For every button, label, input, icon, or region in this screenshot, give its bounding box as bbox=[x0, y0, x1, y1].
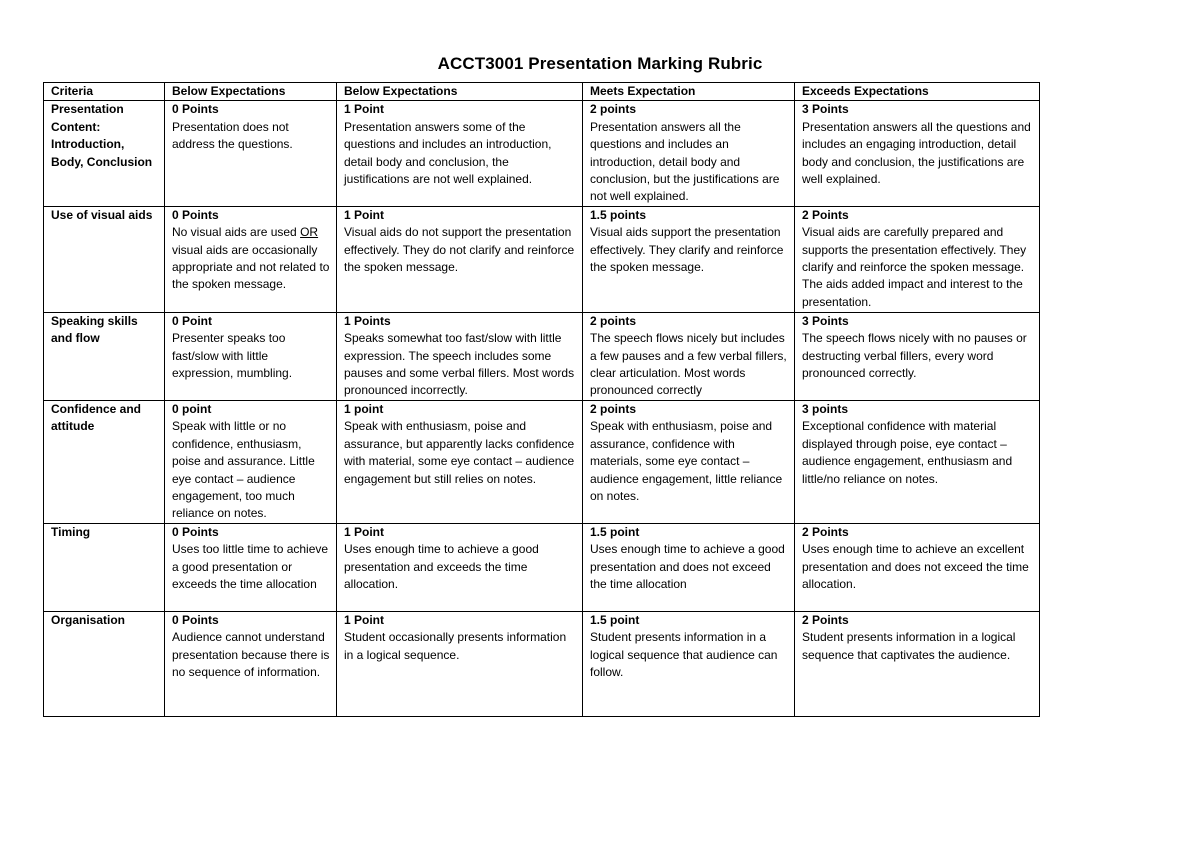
description: Student presents information in a logical sequence that audience can follow. bbox=[590, 630, 778, 680]
rubric-cell bbox=[583, 312, 795, 400]
table-row bbox=[44, 206, 1040, 312]
points-label: 0 point bbox=[172, 401, 212, 416]
description: Audience cannot understand presentation because there is no sequence of information. bbox=[172, 630, 330, 680]
rubric-cell bbox=[337, 101, 583, 206]
description: Presentation does not address the questions. bbox=[172, 119, 293, 152]
description: Uses enough time to achieve an excellent presentation and does not exceed the time allocation. bbox=[802, 542, 1029, 592]
points-label: 1 Point bbox=[344, 524, 385, 539]
rubric-cell bbox=[165, 611, 337, 716]
criteria-cell: Confidence and attitude bbox=[44, 400, 165, 523]
description: Presentation answers some of the questions and includes an introduction, detail body and conclusion, the justifications are not well explained. bbox=[344, 119, 552, 187]
header-criteria: Criteria bbox=[44, 83, 165, 101]
header-level-1: Below Expectations bbox=[337, 83, 583, 101]
points-label: 1.5 point bbox=[590, 524, 640, 539]
points-label: 0 Points bbox=[172, 207, 219, 222]
rubric-cell bbox=[795, 400, 1040, 523]
description: Speak with enthusiasm, poise and assurance, but apparently lacks confidence with material, some eye contact – audience engagement but still relies on notes. bbox=[344, 419, 575, 486]
description bbox=[172, 224, 330, 294]
points-label: 1 Point bbox=[344, 102, 385, 117]
rubric-cell bbox=[165, 101, 337, 206]
points-label: 1.5 point bbox=[590, 612, 640, 627]
description: Visual aids do not support the presentation effectively. They do not clarify and reinforce the spoken message. bbox=[344, 225, 575, 275]
description: Presentation answers all the questions and includes an engaging introduction, detail body and conclusion, the justifications are well explained. bbox=[802, 119, 1031, 187]
description: Presentation answers all the questions and includes an introduction, detail body and conclusion, but the justifications are not well explained. bbox=[590, 119, 780, 204]
rubric-cell bbox=[795, 206, 1040, 312]
points-label: 1 Point bbox=[344, 612, 385, 627]
points-label: 0 Points bbox=[172, 612, 219, 627]
rubric-cell bbox=[337, 312, 583, 400]
points-label: 3 Points bbox=[802, 102, 849, 117]
description: Speak with enthusiasm, poise and assurance, confidence with materials, some eye contact – audience engagement, little reliance on notes. bbox=[590, 419, 783, 503]
points-label: 2 points bbox=[590, 313, 637, 328]
header-level-3: Exceeds Expectations bbox=[795, 83, 1040, 101]
rubric-cell bbox=[795, 611, 1040, 716]
rubric-cell bbox=[795, 101, 1040, 206]
rubric-cell bbox=[337, 523, 583, 611]
description: The speech flows nicely with no pauses or destructing verbal fillers, every word pronounced correctly. bbox=[802, 331, 1027, 381]
description: Student presents information in a logical sequence that captivates the audience. bbox=[802, 630, 1016, 662]
table-row bbox=[44, 101, 1040, 206]
rubric-cell bbox=[795, 312, 1040, 400]
rubric-cell bbox=[583, 611, 795, 716]
rubric-cell bbox=[337, 611, 583, 716]
header-level-2: Meets Expectation bbox=[583, 83, 795, 101]
description: Student occasionally presents information in a logical sequence. bbox=[344, 630, 567, 662]
header-level-0: Below Expectations bbox=[165, 83, 337, 101]
points-label: 1 Point bbox=[344, 207, 385, 222]
rubric-cell bbox=[337, 400, 583, 523]
table-row bbox=[44, 523, 1040, 611]
header-row bbox=[44, 83, 1040, 101]
rubric-cell bbox=[165, 206, 337, 312]
criteria-cell: Timing bbox=[44, 523, 165, 611]
points-label: 3 Points bbox=[802, 313, 849, 328]
points-label: 1 point bbox=[344, 401, 384, 416]
description: Exceptional confidence with material displayed through poise, eye contact – audience engagement, enthusiasm and little/no reliance on notes. bbox=[802, 419, 1013, 486]
rubric-cell bbox=[337, 206, 583, 312]
points-label: 2 Points bbox=[802, 524, 849, 539]
underlined-word: OR bbox=[300, 225, 319, 240]
description: Uses enough time to achieve a good presentation and exceeds the time allocation. bbox=[344, 542, 539, 592]
description: Visual aids are carefully prepared and supports the presentation effectively. They clarify and reinforce the spoken message. The aids added impact and interest to the presentation. bbox=[802, 225, 1027, 309]
description: Speaks somewhat too fast/slow with little expression. The speech includes some pauses and some verbal fillers. Most words pronounced incorrectly. bbox=[344, 331, 575, 398]
rubric-cell bbox=[583, 206, 795, 312]
points-label: 0 Points bbox=[172, 524, 219, 539]
description: Visual aids support the presentation effectively. They clarify and reinforce the spoken message. bbox=[590, 225, 784, 275]
criteria-cell: Use of visual aids bbox=[44, 206, 165, 312]
points-label: 0 Point bbox=[172, 313, 213, 328]
points-label: 3 points bbox=[802, 401, 849, 416]
points-label: 2 points bbox=[590, 401, 637, 416]
description: Uses enough time to achieve a good presentation and does not exceed the time allocation bbox=[590, 542, 785, 592]
rubric-cell bbox=[165, 523, 337, 611]
criteria-cell: Speaking skills and flow bbox=[44, 312, 165, 400]
table-row bbox=[44, 400, 1040, 523]
description-part: visual aids are occasionally appropriate and not related to the spoken message. bbox=[172, 242, 330, 292]
points-label: 1 Points bbox=[344, 313, 391, 328]
rubric-cell bbox=[165, 312, 337, 400]
rubric-cell bbox=[583, 523, 795, 611]
description: Presenter speaks too fast/slow with little expression, mumbling. bbox=[172, 331, 293, 381]
points-label: 2 Points bbox=[802, 207, 849, 222]
points-label: 0 Points bbox=[172, 102, 219, 117]
rubric-table bbox=[43, 82, 1040, 717]
description: Speak with little or no confidence, enthusiasm, poise and assurance. Little eye contact – audience engagement, too much reliance on notes. bbox=[172, 419, 315, 521]
rubric-cell bbox=[795, 523, 1040, 611]
description: The speech flows nicely but includes a few pauses and a few verbal fillers, clear articulation. Most words pronounced correctly bbox=[590, 331, 787, 398]
page-title: ACCT3001 Presentation Marking Rubric bbox=[437, 54, 763, 73]
points-label: 1.5 points bbox=[590, 207, 647, 222]
description-part: No visual aids are used bbox=[172, 225, 301, 240]
rubric-cell bbox=[583, 400, 795, 523]
table-row bbox=[44, 312, 1040, 400]
rubric-cell bbox=[165, 400, 337, 523]
points-label: 2 points bbox=[590, 102, 637, 117]
description: Uses too little time to achieve a good presentation or exceeds the time allocation bbox=[172, 542, 329, 592]
points-label: 2 Points bbox=[802, 612, 849, 627]
rubric-cell bbox=[583, 101, 795, 206]
criteria-cell: Organisation bbox=[44, 611, 165, 716]
criteria-cell: Presentation Content: Introduction, Body, Conclusion bbox=[44, 101, 165, 206]
table-row bbox=[44, 611, 1040, 716]
